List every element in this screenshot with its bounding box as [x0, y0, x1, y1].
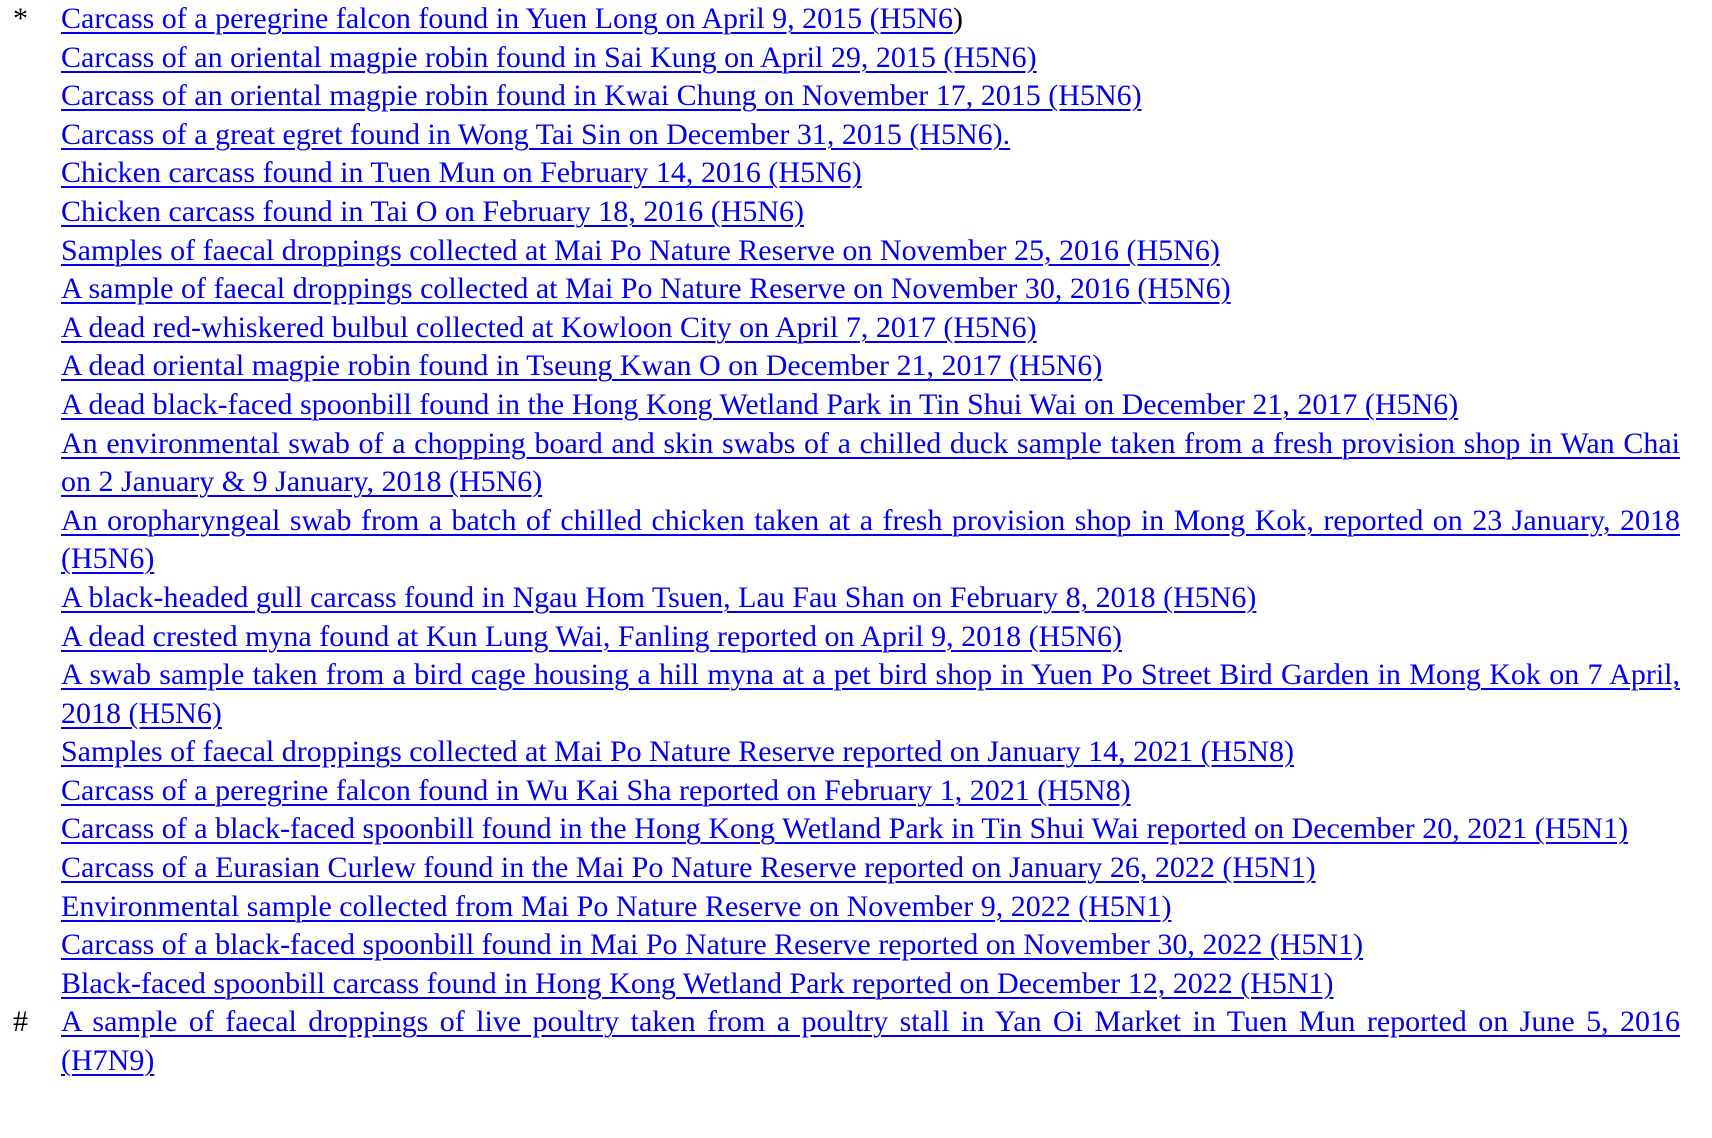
report-link[interactable]: Carcass of an oriental magpie robin found in Kwai Chung on November 17, 2015 (H5N6) [61, 79, 1142, 113]
list-item [0, 154, 1712, 193]
list-item [0, 1003, 1712, 1080]
report-link[interactable]: A swab sample taken from a bird cage housing a hill myna at a pet bird shop in Yuen Po Street Bird Garden in Mong Kok on 7 April, 2018 (H5N6) [61, 658, 1680, 730]
list-item [0, 386, 1712, 425]
item-content [61, 965, 1680, 1004]
item-content [61, 116, 1680, 155]
list-item [0, 656, 1712, 733]
report-link[interactable]: A sample of faecal droppings collected at Mai Po Nature Reserve on November 30, 2016 (H5N6) [61, 272, 1231, 306]
list-item [0, 77, 1712, 116]
report-link[interactable]: Carcass of a black-faced spoonbill found in Mai Po Nature Reserve reported on November 30, 2022 (H5N1) [61, 928, 1364, 962]
report-link[interactable]: Environmental sample collected from Mai Po Nature Reserve on November 9, 2022 (H5N1) [61, 889, 1172, 923]
item-content [61, 270, 1680, 309]
list-item [0, 116, 1712, 155]
report-link[interactable]: A dead red-whiskered bulbul collected at Kowloon City on April 7, 2017 (H5N6) [61, 310, 1037, 344]
report-link[interactable]: Carcass of a Eurasian Curlew found in the Mai Po Nature Reserve reported on January 26, 2022 (H5N1) [61, 851, 1316, 885]
list-item [0, 502, 1712, 579]
report-link[interactable]: A dead black-faced spoonbill found in the Hong Kong Wetland Park in Tin Shui Wai on December 21, 2017 (H5N6) [61, 387, 1459, 421]
list-item [0, 309, 1712, 348]
item-content [61, 772, 1680, 811]
report-link[interactable]: Carcass of an oriental magpie robin found in Sai Kung on April 29, 2015 (H5N6) [61, 40, 1037, 74]
report-link[interactable]: Carcass of a great egret found in Wong Tai Sin on December 31, 2015 (H5N6). [61, 117, 1011, 151]
report-link[interactable]: A sample of faecal droppings of live poultry taken from a poultry stall in Yan Oi Market in Tuen Mun reported on June 5, 2016 (H7N9) [61, 1005, 1680, 1078]
report-link[interactable]: Samples of faecal droppings collected at Mai Po Nature Reserve reported on January 14, 2021 (H5N8) [61, 735, 1294, 769]
list-item [0, 0, 1712, 39]
report-link[interactable]: A dead crested myna found at Kun Lung Wai, Fanling reported on April 9, 2018 (H5N6) [61, 619, 1122, 653]
item-content [61, 888, 1680, 927]
item-content [61, 849, 1680, 888]
list-item [0, 347, 1712, 386]
list-item [0, 618, 1712, 657]
list-item [0, 232, 1712, 271]
list-item [0, 579, 1712, 618]
item-content [61, 154, 1680, 193]
report-link[interactable]: Samples of faecal droppings collected at Mai Po Nature Reserve on November 25, 2016 (H5N6) [61, 233, 1220, 267]
report-link[interactable]: A black-headed gull carcass found in Ngau Hom Tsuen, Lau Fau Shan on February 8, 2018 (H5N6) [61, 580, 1257, 614]
trailing-text: ) [953, 2, 964, 35]
list-item [0, 193, 1712, 232]
item-marker: * [13, 2, 28, 35]
item-content [61, 0, 1680, 39]
item-content [61, 810, 1680, 849]
list-item [0, 849, 1712, 888]
item-content [61, 618, 1680, 657]
report-link[interactable]: Carcass of a black-faced spoonbill found in the Hong Kong Wetland Park in Tin Shui Wai reported on December 20, 2021 (H5N1) [61, 812, 1629, 846]
list-item [0, 772, 1712, 811]
report-link[interactable]: Carcass of a peregrine falcon found in Wu Kai Sha reported on February 1, 2021 (H5N8) [61, 773, 1131, 807]
report-link[interactable]: Carcass of a peregrine falcon found in Yuen Long on April 9, 2015 (H5N6 [61, 2, 954, 35]
item-content [61, 193, 1680, 232]
item-content [61, 386, 1680, 425]
list-item [0, 965, 1712, 1004]
report-link[interactable]: An oropharyngeal swab from a batch of chilled chicken taken at a fresh provision shop in Mong Kok, reported on 23 January, 2018 (H5N6) [61, 503, 1680, 576]
list-item [0, 425, 1712, 502]
item-content [61, 232, 1680, 271]
list-item [0, 810, 1712, 849]
item-content [61, 309, 1680, 348]
item-content [61, 502, 1680, 579]
item-content [61, 579, 1680, 618]
item-content [61, 926, 1680, 965]
report-link[interactable]: Chicken carcass found in Tuen Mun on February 14, 2016 (H5N6) [61, 156, 862, 190]
item-content [61, 733, 1680, 772]
item-marker: # [13, 1005, 28, 1039]
list-item [0, 733, 1712, 772]
item-content [61, 77, 1680, 116]
list-item [0, 926, 1712, 965]
report-link[interactable]: Black-faced spoonbill carcass found in Hong Kong Wetland Park reported on December 12, 2022 (H5N1) [61, 966, 1334, 1000]
list-item [0, 39, 1712, 78]
list-item [0, 888, 1712, 927]
item-content [61, 425, 1680, 502]
item-content [61, 1003, 1680, 1080]
item-content [61, 347, 1680, 386]
report-link[interactable]: A dead oriental magpie robin found in Tseung Kwan O on December 21, 2017 (H5N6) [61, 349, 1103, 383]
report-link[interactable]: An environmental swab of a chopping board and skin swabs of a chilled duck sample taken from a fresh provision shop in Wan Chai on 2 January & 9 January, 2018 (H5N6) [61, 426, 1680, 499]
list-item [0, 270, 1712, 309]
item-content [61, 39, 1680, 78]
item-content [61, 656, 1680, 733]
report-link[interactable]: Chicken carcass found in Tai O on February 18, 2016 (H5N6) [61, 194, 805, 228]
